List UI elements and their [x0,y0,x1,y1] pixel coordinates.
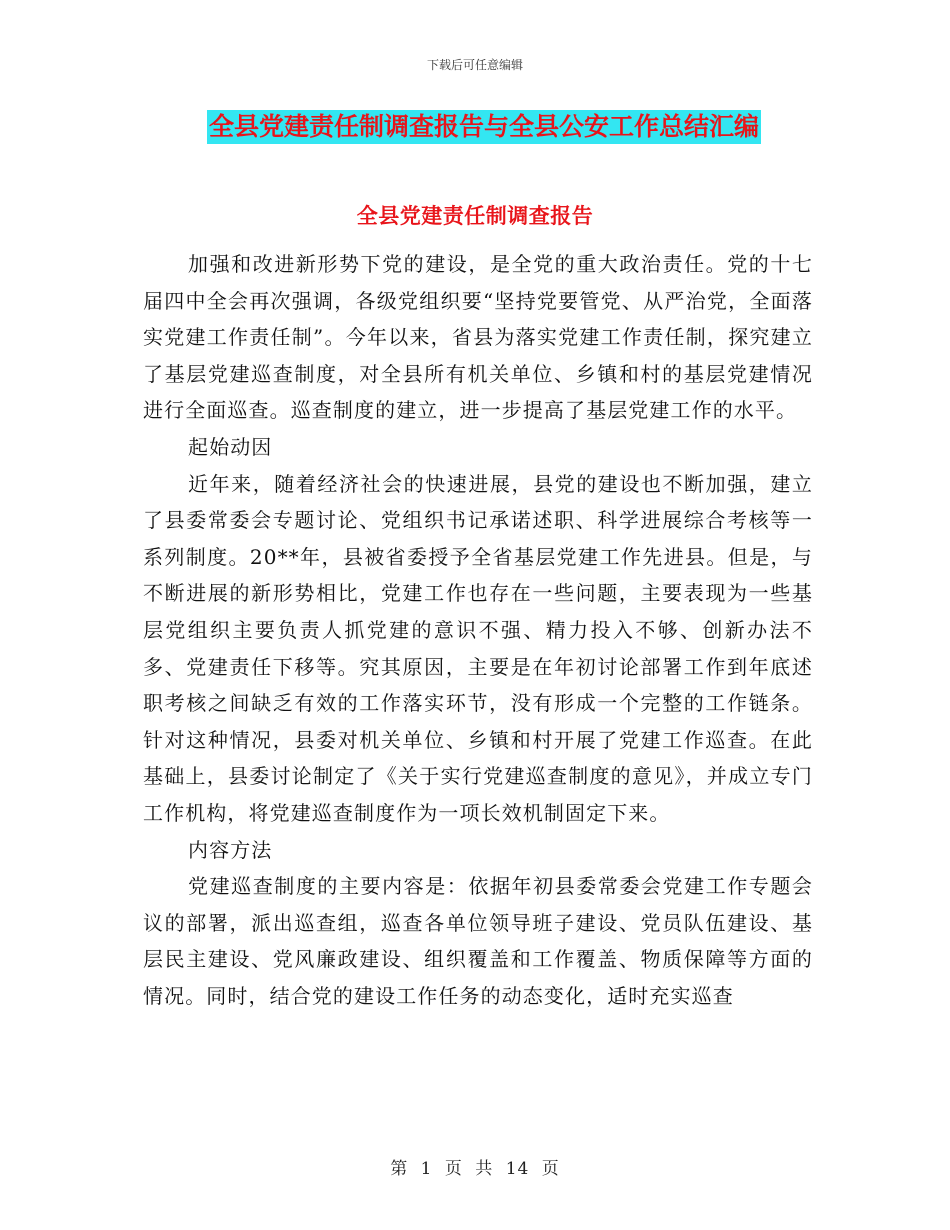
paragraph-intro: 加强和改进新形势下党的建设，是全党的重大政治责任。党的十七届四中全会再次强调，各级党组织要“坚持党要管党、从严治党，全面落实党建工作责任制”。今年以来，省县为落实党建工作责任制，探究建立了基层党建巡查制度，对全县所有机关单位、乡镇和村的基层党建情况进行全面巡查。巡查制度的建立，进一步提高了基层党建工作的水平。 [143,252,813,423]
paragraph-origin: 近年来，随着经济社会的快速进展，县党的建设也不断加强，建立了县委常委会专题讨论、党组织书记承诺述职、科学进展综合考核等一系列制度。20**年，县被省委授予全省基层党建工作先进县。但是，与不断进展的新形势相比，党建工作也存在一些问题，主要表现为一些基层党组织主要负责人抓党建的意识不强、精力投入不够、创新办法不多、党建责任下移等。究其原因，主要是在年初讨论部署工作到年底述职考核之间缺乏有效的工作落实环节，没有形成一个完整的工作链条。针对这种情况，县委对机关单位、乡镇和村开展了党建工作巡查。在此基础上，县委讨论制定了《关于实行党建巡查制度的意见》，并成立专门工作机构，将党建巡查制度作为一项长效机制固定下来。 [143,471,813,825]
header-note: 下载后可任意编辑 [426,58,523,72]
paragraph-method: 党建巡查制度的主要内容是：依据年初县委常委会党建工作专题会议的部署，派出巡查组，巡查各单位领导班子建设、党员队伍建设、基层民主建设、党风廉政建设、组织覆盖和工作覆盖、物质保障等方面的情况。同时，结合党的建设工作任务的动态变化，适时充实巡查 [143,874,813,1008]
page-number: 1 [420,1159,433,1179]
footer-total-prefix: 共 [475,1159,494,1179]
section-heading-method: 内容方法 [188,837,273,862]
document-body [143,246,813,1014]
footer-page-unit: 页 [444,1159,463,1179]
section-title: 全县党建责任制调查报告 [356,203,594,228]
document-main-title: 全县党建责任制调查报告与全县公安工作总结汇编 [207,110,761,144]
page-footer [0,1154,950,1179]
footer-total-unit: 页 [541,1159,560,1179]
section-heading-origin: 起始动因 [188,434,273,459]
total-pages: 14 [505,1159,530,1179]
footer-prefix: 第 [390,1159,409,1179]
